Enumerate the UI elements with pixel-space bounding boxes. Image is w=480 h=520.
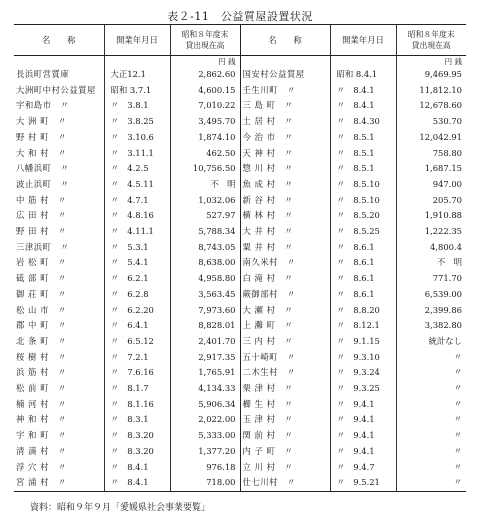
left-date-cell: 〃 6.2.20 bbox=[104, 303, 170, 319]
table-row bbox=[14, 365, 466, 381]
right-name-cell: 惣 川 村 〃 bbox=[240, 161, 330, 177]
right-name-cell: 仕七川村 〃 bbox=[240, 475, 330, 491]
left-amount-cell: 3,563.45 bbox=[170, 287, 240, 303]
left-amount-cell: 5,906.34 bbox=[170, 397, 240, 413]
right-name-cell: 五十崎町 〃 bbox=[240, 350, 330, 366]
left-date-cell: 〃 8.4.1 bbox=[104, 460, 170, 476]
left-date-cell: 〃 4.8.16 bbox=[104, 208, 170, 224]
right-amount-cell: 4,800.4 bbox=[396, 240, 466, 256]
right-date-cell: 〃 9.5.21 bbox=[330, 475, 396, 491]
right-amount-cell: 〃 bbox=[396, 397, 466, 413]
left-name-cell: 野 田 村 〃 bbox=[16, 226, 67, 237]
table-row bbox=[14, 130, 466, 146]
unit-label-left: 円 銭 bbox=[170, 56, 240, 68]
left-name-cell: 郡 中 町 〃 bbox=[16, 320, 67, 331]
left-name-cell: 野 村 町 〃 bbox=[16, 131, 67, 142]
right-name-cell: 立 川 村 〃 bbox=[240, 460, 330, 476]
table-row bbox=[14, 350, 466, 366]
right-name-cell: 蕨御部村 〃 bbox=[240, 287, 330, 303]
table-row bbox=[14, 83, 466, 99]
table-row bbox=[14, 397, 466, 413]
right-name-cell: 大 井 村 〃 bbox=[240, 224, 330, 240]
right-date-cell: 〃 9.4.7 bbox=[330, 460, 396, 476]
left-name-cell: 八幡浜町 〃 bbox=[16, 163, 70, 174]
right-date-cell: 〃 9.4.1 bbox=[330, 428, 396, 444]
right-amount-cell: 2,399.86 bbox=[396, 303, 466, 319]
right-date-cell: 〃 8.5.20 bbox=[330, 208, 396, 224]
right-amount-cell: 1,687.15 bbox=[396, 161, 466, 177]
right-name-cell: 新 谷 村 〃 bbox=[240, 193, 330, 209]
header-amount-right: 昭和８年度末 貸出現在高 bbox=[396, 25, 466, 56]
left-amount-cell: 1,765.91 bbox=[170, 365, 240, 381]
right-amount-cell: 758.80 bbox=[396, 146, 466, 162]
unit-row bbox=[14, 56, 466, 68]
left-date-cell: 昭和 3.7.1 bbox=[104, 83, 170, 99]
right-name-cell: 今 治 市 〃 bbox=[240, 130, 330, 146]
left-date-cell: 〃 7.6.16 bbox=[104, 365, 170, 381]
table-row bbox=[14, 146, 466, 162]
right-date-cell: 〃 8.4.1 bbox=[330, 83, 396, 99]
left-amount-cell: 527.97 bbox=[170, 208, 240, 224]
right-amount-cell: 統計なし bbox=[396, 334, 466, 350]
right-date-cell: 〃 8.5.1 bbox=[330, 146, 396, 162]
left-name-cell: 清 満 村 〃 bbox=[16, 445, 67, 456]
right-date-cell: 〃 8.5.1 bbox=[330, 130, 396, 146]
left-amount-cell: 976.18 bbox=[170, 460, 240, 476]
table-row bbox=[14, 255, 466, 271]
table-title: 表２-11 公益質屋設置状況 bbox=[167, 10, 313, 23]
table-row bbox=[14, 475, 466, 491]
left-date-cell: 〃 4.5.11 bbox=[104, 177, 170, 193]
header-name-right: 名 称 bbox=[240, 25, 330, 56]
left-date-cell: 〃 4.11.1 bbox=[104, 224, 170, 240]
left-amount-cell: 7,973.60 bbox=[170, 303, 240, 319]
table-row bbox=[14, 271, 466, 287]
left-amount-cell: 8,743.05 bbox=[170, 240, 240, 256]
right-name-cell: 天 神 村 〃 bbox=[240, 146, 330, 162]
left-amount-cell: 5,788.34 bbox=[170, 224, 240, 240]
right-date-cell: 〃 8.6.1 bbox=[330, 271, 396, 287]
right-amount-cell: 〃 bbox=[396, 381, 466, 397]
right-amount-cell: 11,812.10 bbox=[396, 83, 466, 99]
left-name-cell: 砥 部 町 〃 bbox=[16, 273, 67, 284]
right-date-cell: 〃 8.5.1 bbox=[330, 161, 396, 177]
left-name-cell: 大洲町中村公益質屋 bbox=[16, 84, 96, 95]
table-row bbox=[14, 114, 466, 130]
right-date-cell: 〃 8.6.1 bbox=[330, 240, 396, 256]
right-date-cell: 昭和 8.4.1 bbox=[330, 67, 396, 83]
table-row bbox=[14, 67, 466, 83]
table-row bbox=[14, 208, 466, 224]
left-date-cell: 〃 8.4.1 bbox=[104, 475, 170, 491]
table-row bbox=[14, 287, 466, 303]
left-name-cell: 北 条 町 〃 bbox=[16, 335, 67, 346]
left-name-cell: 松 山 市 〃 bbox=[16, 304, 67, 315]
left-amount-cell: 2,917.35 bbox=[170, 350, 240, 366]
right-name-cell: 大 瀬 村 〃 bbox=[240, 303, 330, 319]
left-amount-cell: 5,333.00 bbox=[170, 428, 240, 444]
left-name-cell: 波止浜町 〃 bbox=[16, 178, 70, 189]
right-date-cell: 〃 9.3.25 bbox=[330, 381, 396, 397]
right-amount-cell: 1,222.35 bbox=[396, 224, 466, 240]
table-row bbox=[14, 412, 466, 428]
left-name-cell: 岩 松 町 〃 bbox=[16, 257, 67, 268]
right-amount-cell: 205.70 bbox=[396, 193, 466, 209]
right-amount-cell: 12,042.91 bbox=[396, 130, 466, 146]
right-date-cell: 〃 8.5.25 bbox=[330, 224, 396, 240]
left-amount-cell: 不 明 bbox=[170, 177, 240, 193]
right-amount-cell: 3,382.80 bbox=[396, 318, 466, 334]
left-amount-cell: 1,032.06 bbox=[170, 193, 240, 209]
right-name-cell: 三 内 村 〃 bbox=[240, 334, 330, 350]
left-name-cell: 三津浜町 〃 bbox=[16, 241, 70, 252]
left-amount-cell: 1,874.10 bbox=[170, 130, 240, 146]
left-date-cell: 〃 4.7.1 bbox=[104, 193, 170, 209]
right-amount-cell: 不 明 bbox=[396, 255, 466, 271]
right-date-cell: 〃 8.4.30 bbox=[330, 114, 396, 130]
table-row bbox=[14, 177, 466, 193]
left-date-cell: 〃 3.8.25 bbox=[104, 114, 170, 130]
right-amount-cell: 〃 bbox=[396, 412, 466, 428]
right-name-cell: 土 居 村 〃 bbox=[240, 114, 330, 130]
right-amount-cell: 1,910.88 bbox=[396, 208, 466, 224]
right-name-cell: 南久米村 〃 bbox=[240, 255, 330, 271]
table-row bbox=[14, 240, 466, 256]
right-name-cell: 二木生村 〃 bbox=[240, 365, 330, 381]
right-date-cell: 〃 8.8.20 bbox=[330, 303, 396, 319]
left-name-cell: 浮 穴 村 〃 bbox=[16, 461, 67, 472]
table-row bbox=[14, 98, 466, 114]
left-name-cell: 神 和 村 〃 bbox=[16, 414, 67, 425]
right-date-cell: 〃 9.1.15 bbox=[330, 334, 396, 350]
table-row bbox=[14, 224, 466, 240]
left-name-cell: 中 筋 村 〃 bbox=[16, 194, 67, 205]
header-date-left: 開業年月日 bbox=[104, 25, 170, 56]
left-amount-cell: 462.50 bbox=[170, 146, 240, 162]
left-name-cell: 浜 筋 村 〃 bbox=[16, 367, 67, 378]
left-name-cell: 御 荘 町 〃 bbox=[16, 288, 67, 299]
right-date-cell: 〃 8.6.1 bbox=[330, 287, 396, 303]
left-amount-cell: 1,377.20 bbox=[170, 444, 240, 460]
right-date-cell: 〃 9.3.24 bbox=[330, 365, 396, 381]
right-amount-cell: 771.70 bbox=[396, 271, 466, 287]
right-date-cell: 〃 9.4.1 bbox=[330, 444, 396, 460]
left-date-cell: 大正12.1 bbox=[104, 67, 170, 83]
right-amount-cell: 9,469.95 bbox=[396, 67, 466, 83]
right-name-cell: 粟 井 村 〃 bbox=[240, 240, 330, 256]
table-row bbox=[14, 318, 466, 334]
right-amount-cell: 〃 bbox=[396, 475, 466, 491]
header-row bbox=[14, 25, 466, 56]
left-amount-cell: 2,862.60 bbox=[170, 67, 240, 83]
left-amount-cell: 10,756.50 bbox=[170, 161, 240, 177]
left-date-cell: 〃 6.4.1 bbox=[104, 318, 170, 334]
table-row bbox=[14, 460, 466, 476]
left-date-cell: 〃 8.1.7 bbox=[104, 381, 170, 397]
left-date-cell: 〃 8.3.1 bbox=[104, 412, 170, 428]
left-name-cell: 広 田 村 〃 bbox=[16, 210, 67, 221]
left-name-cell: 長浜町営質庫 bbox=[16, 69, 70, 79]
right-name-cell: 魚 成 村 〃 bbox=[240, 177, 330, 193]
right-amount-cell: 12,678.60 bbox=[396, 98, 466, 114]
header-amount-left: 昭和８年度末 貸出現在高 bbox=[170, 25, 240, 56]
left-date-cell: 〃 6.2.1 bbox=[104, 271, 170, 287]
right-amount-cell: 〃 bbox=[396, 365, 466, 381]
left-amount-cell: 4,600.15 bbox=[170, 83, 240, 99]
left-name-cell: 楠 河 村 〃 bbox=[16, 398, 67, 409]
table-row bbox=[14, 381, 466, 397]
right-name-cell: 櫛 生 村 〃 bbox=[240, 397, 330, 413]
right-name-cell: 横 林 村 〃 bbox=[240, 208, 330, 224]
right-name-cell: 内 子 町 〃 bbox=[240, 444, 330, 460]
left-name-cell: 大 洲 町 〃 bbox=[16, 116, 67, 127]
left-name-cell: 宮 浦 村 〃 bbox=[14, 475, 104, 491]
left-amount-cell: 8,638.00 bbox=[170, 255, 240, 271]
left-date-cell: 〃 6.5.12 bbox=[104, 334, 170, 350]
left-date-cell: 〃 8.3.20 bbox=[104, 428, 170, 444]
left-date-cell: 〃 6.2.8 bbox=[104, 287, 170, 303]
right-name-cell: 関 前 村 〃 bbox=[240, 428, 330, 444]
right-name-cell: 栗 津 村 〃 bbox=[240, 381, 330, 397]
right-amount-cell: 947.00 bbox=[396, 177, 466, 193]
left-date-cell: 〃 8.3.20 bbox=[104, 444, 170, 460]
table-row bbox=[14, 334, 466, 350]
left-date-cell: 〃 5.3.1 bbox=[104, 240, 170, 256]
right-name-cell: 国安村公益質屋 bbox=[240, 67, 330, 83]
left-date-cell: 〃 7.2.1 bbox=[104, 350, 170, 366]
header-name-left: 名 称 bbox=[14, 25, 104, 56]
right-amount-cell: 〃 bbox=[396, 444, 466, 460]
right-name-cell: 白 滝 村 〃 bbox=[240, 271, 330, 287]
left-date-cell: 〃 8.1.16 bbox=[104, 397, 170, 413]
left-date-cell: 〃 4.2.5 bbox=[104, 161, 170, 177]
left-amount-cell: 2,401.70 bbox=[170, 334, 240, 350]
left-amount-cell: 3,495.70 bbox=[170, 114, 240, 130]
left-name-cell: 宇和島市 〃 bbox=[16, 100, 70, 111]
left-amount-cell: 718.00 bbox=[170, 475, 240, 491]
table-row bbox=[14, 193, 466, 209]
right-amount-cell: 6,539.00 bbox=[396, 287, 466, 303]
right-date-cell: 〃 9.4.1 bbox=[330, 412, 396, 428]
unit-label-right: 円 銭 bbox=[396, 56, 466, 68]
left-amount-cell: 7,010.22 bbox=[170, 98, 240, 114]
right-date-cell: 〃 9.4.1 bbox=[330, 397, 396, 413]
right-date-cell: 〃 8.4.1 bbox=[330, 98, 396, 114]
left-name-cell: 松 前 町 〃 bbox=[16, 383, 67, 394]
right-name-cell: 上 灘 町 〃 bbox=[240, 318, 330, 334]
left-name-cell: 大 和 村 〃 bbox=[16, 147, 67, 158]
right-name-cell: 壬生川町 〃 bbox=[240, 83, 330, 99]
right-date-cell: 〃 8.6.1 bbox=[330, 255, 396, 271]
right-amount-cell: 〃 bbox=[396, 350, 466, 366]
right-date-cell: 〃 9.3.10 bbox=[330, 350, 396, 366]
table-row bbox=[14, 161, 466, 177]
right-date-cell: 〃 8.5.10 bbox=[330, 193, 396, 209]
left-date-cell: 〃 3.10.6 bbox=[104, 130, 170, 146]
right-name-cell: 玉 津 村 〃 bbox=[240, 412, 330, 428]
left-amount-cell: 8,828.01 bbox=[170, 318, 240, 334]
source-note: 資料：昭和９年９月「愛媛県社会事業要覧」 bbox=[30, 503, 211, 513]
right-name-cell: 三 島 町 〃 bbox=[240, 98, 330, 114]
left-amount-cell: 4,958.80 bbox=[170, 271, 240, 287]
table-row bbox=[14, 303, 466, 319]
right-amount-cell: 〃 bbox=[396, 460, 466, 476]
pawnshop-table bbox=[14, 24, 466, 492]
left-amount-cell: 2,022.00 bbox=[170, 412, 240, 428]
left-date-cell: 〃 3.11.1 bbox=[104, 146, 170, 162]
left-amount-cell: 4,134.33 bbox=[170, 381, 240, 397]
right-amount-cell: 530.70 bbox=[396, 114, 466, 130]
left-date-cell: 〃 5.4.1 bbox=[104, 255, 170, 271]
table-row bbox=[14, 444, 466, 460]
right-date-cell: 〃 8.12.1 bbox=[330, 318, 396, 334]
table-row bbox=[14, 428, 466, 444]
left-name-cell: 宇 和 町 〃 bbox=[16, 430, 67, 441]
right-date-cell: 〃 8.5.10 bbox=[330, 177, 396, 193]
header-date-right: 開業年月日 bbox=[330, 25, 396, 56]
left-name-cell: 桜 樹 村 〃 bbox=[16, 351, 67, 362]
left-date-cell: 〃 3.8.1 bbox=[104, 98, 170, 114]
right-amount-cell: 〃 bbox=[396, 428, 466, 444]
